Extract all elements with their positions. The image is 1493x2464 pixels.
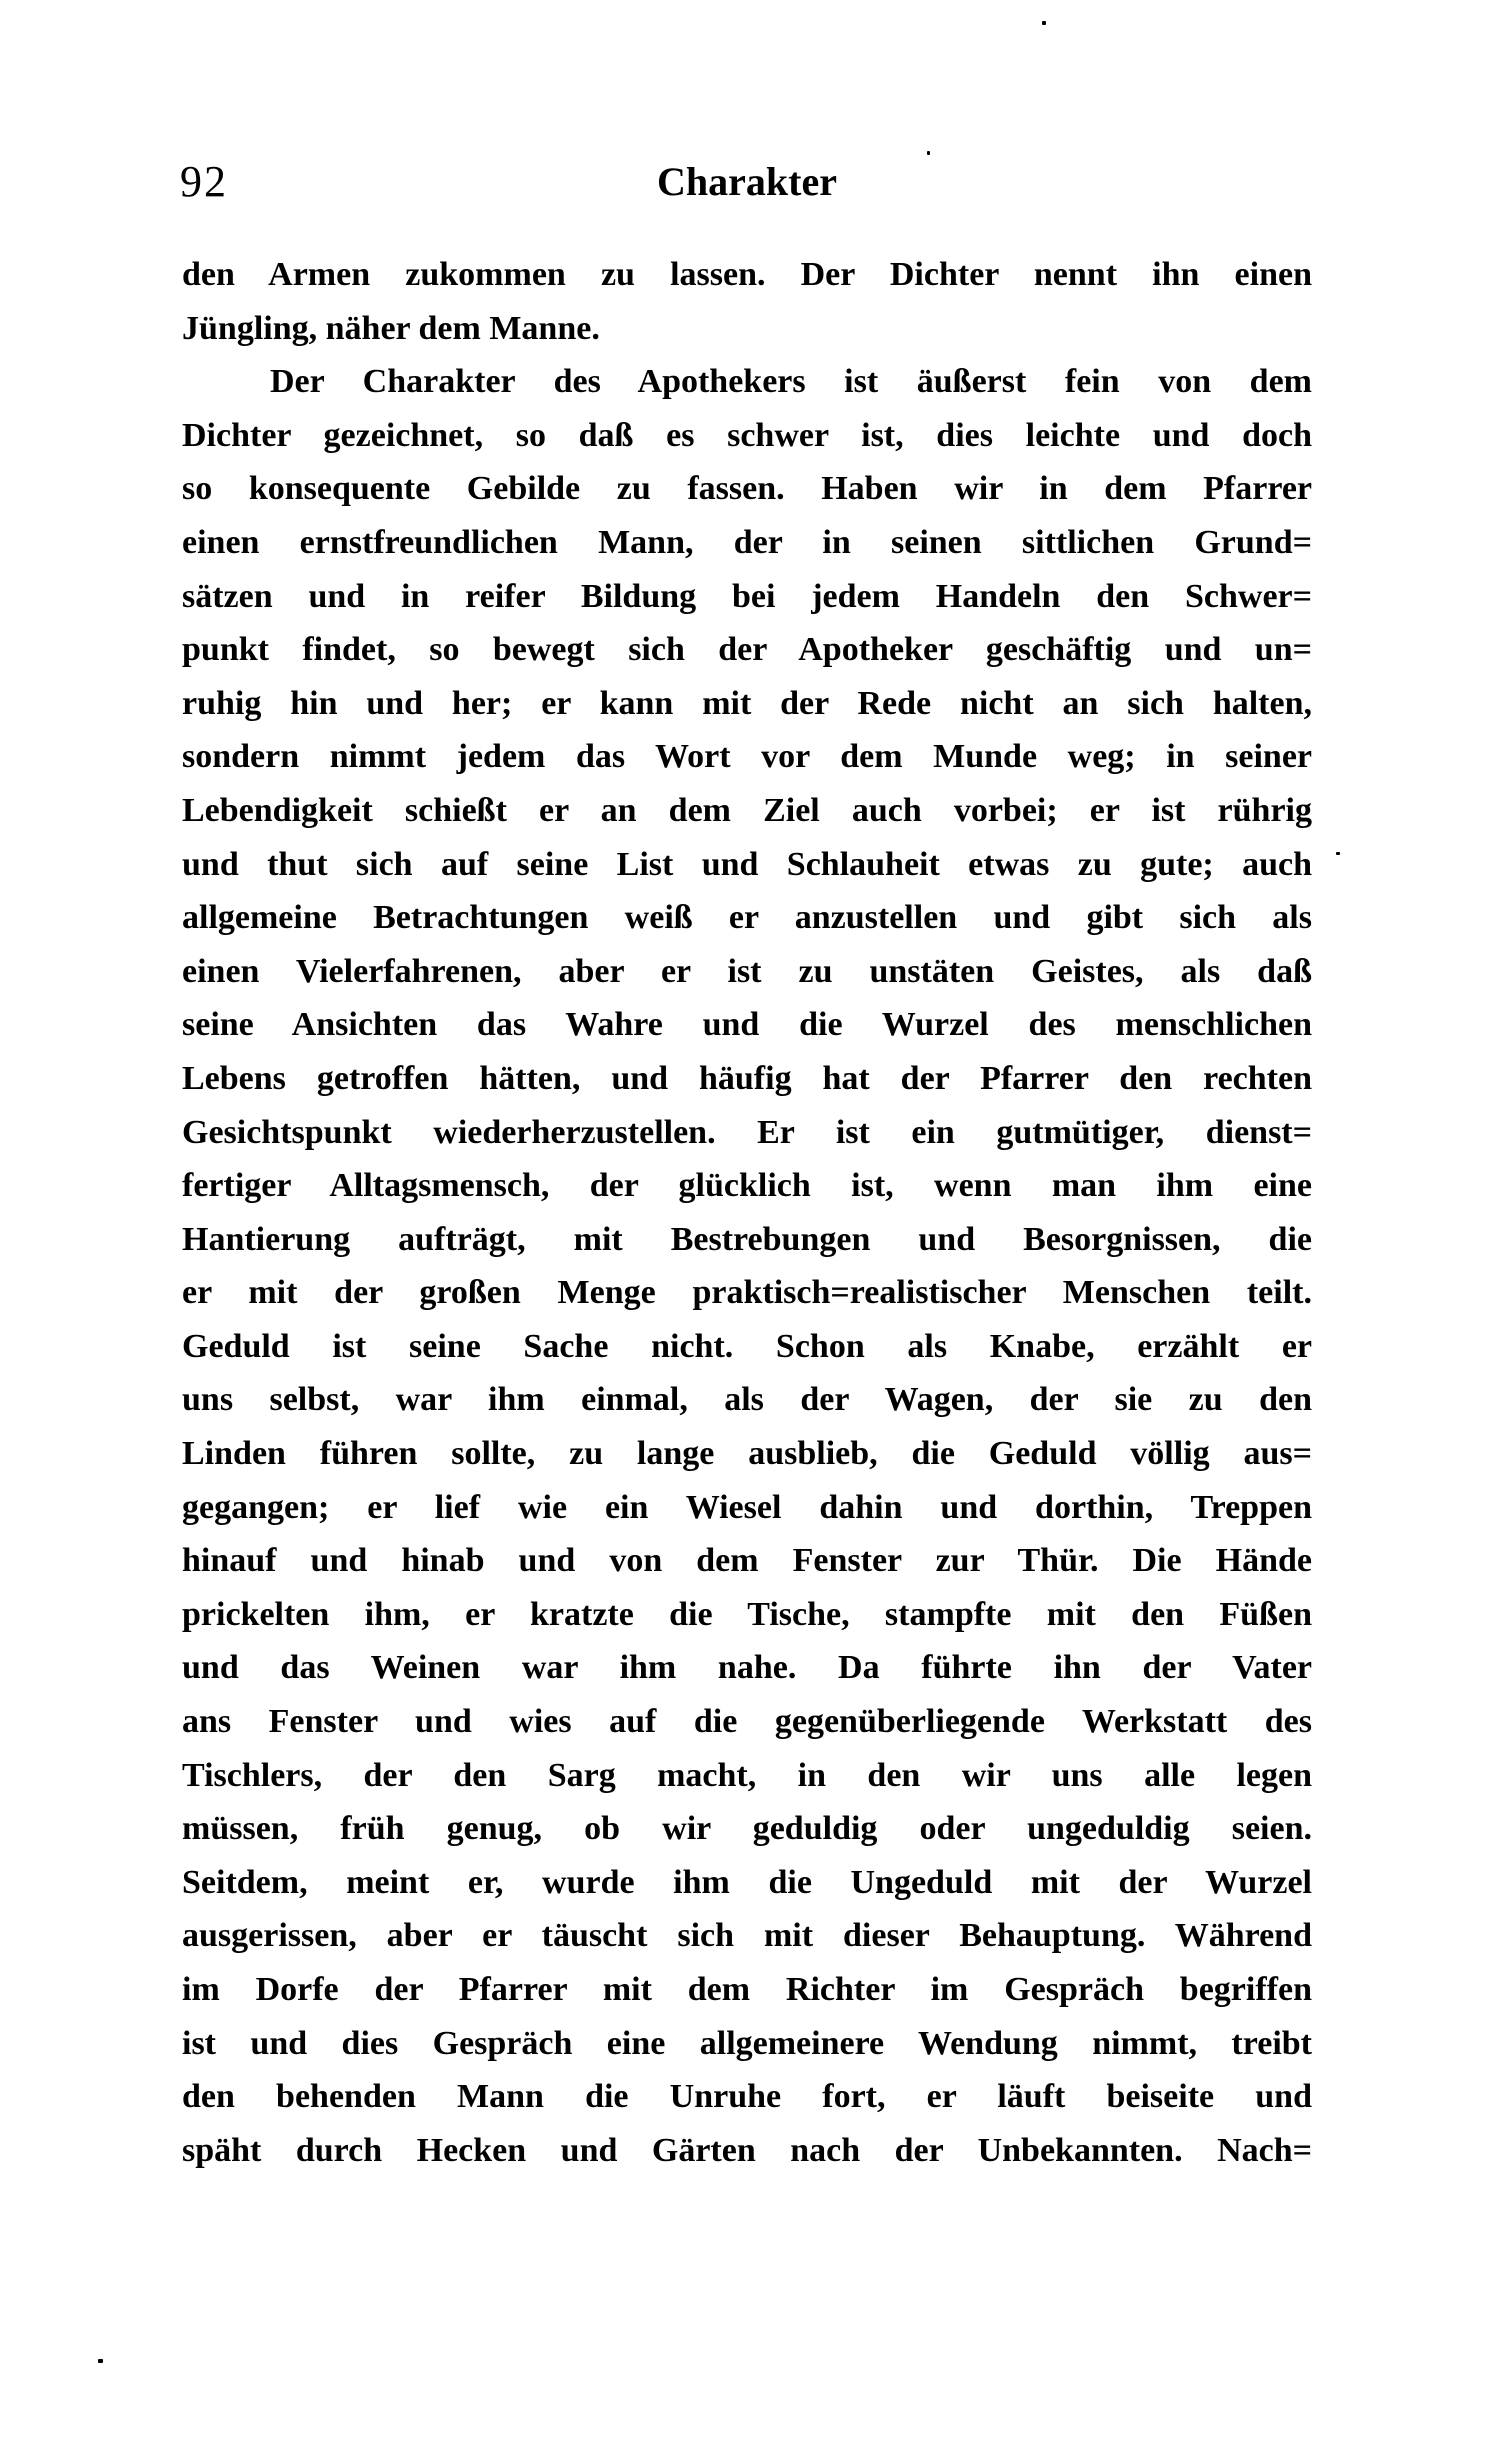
text-line: Geduld ist seine Sache nicht. Schon als Knabe, erzählt er [182, 1327, 1312, 1365]
text-line: Tischlers, der den Sarg macht, in den wir uns alle legen [182, 1756, 1312, 1794]
text-line: späht durch Hecken und Gärten nach der Unbekannten. Nach= [182, 2131, 1312, 2169]
text-line: Gesichtspunkt wiederherzustellen. Er ist ein gutmütiger, dienst= [182, 1113, 1312, 1151]
text-line: seine Ansichten das Wahre und die Wurzel des menschlichen [182, 1006, 1312, 1044]
text-line: fertiger Alltagsmensch, der glücklich ist, wenn man ihm eine [182, 1167, 1312, 1205]
text-line: hinauf und hinab und von dem Fenster zur Thür. Die Hände [182, 1542, 1312, 1580]
text-line: allgemeine Betrachtungen weiß er anzustellen und gibt sich als [182, 899, 1312, 937]
text-line: den behenden Mann die Unruhe fort, er läuft beiseite und [182, 2078, 1312, 2116]
text-line: ist und dies Gespräch eine allgemeinere Wendung nimmt, treibt [182, 2024, 1312, 2062]
scan-speck [1042, 21, 1046, 25]
text-line: sondern nimmt jedem das Wort vor dem Munde weg; in seiner [182, 738, 1312, 776]
text-line: prickelten ihm, er kratzte die Tische, stampfte mit den Füßen [182, 1595, 1312, 1633]
text-line: Lebendigkeit schießt er an dem Ziel auch vorbei; er ist rührig [182, 791, 1312, 829]
text-line: sätzen und in reifer Bildung bei jedem Handeln den Schwer= [182, 577, 1312, 615]
text-line: ans Fenster und wies auf die gegenüberliegende Werkstatt des [182, 1703, 1312, 1741]
scan-speck [927, 151, 930, 155]
text-line: Linden führen sollte, zu lange ausblieb, die Geduld völlig aus= [182, 1435, 1312, 1473]
text-line: Lebens getroffen hätten, und häufig hat der Pfarrer den rechten [182, 1059, 1312, 1097]
running-head: Charakter [657, 159, 837, 204]
text-line: so konsequente Gebilde zu fassen. Haben wir in dem Pfarrer [182, 470, 1312, 508]
text-line: müssen, früh genug, ob wir geduldig oder ungeduldig seien. [182, 1810, 1312, 1848]
text-line: Hantierung aufträgt, mit Bestrebungen und Besorgnissen, die [182, 1220, 1312, 1258]
text-line: Der Charakter des Apothekers ist äußerst fein von dem [270, 363, 1312, 401]
text-line: Seitdem, meint er, wurde ihm die Ungeduld mit der Wurzel [182, 1863, 1312, 1901]
text-line: punkt findet, so bewegt sich der Apotheker geschäftig und un= [182, 631, 1312, 669]
text-line: ausgerissen, aber er täuscht sich mit dieser Behauptung. Während [182, 1917, 1312, 1955]
scan-speck [98, 2359, 103, 2363]
body-text [182, 248, 1312, 2177]
text-line: Jüngling, näher dem Manne. [182, 309, 600, 347]
text-line: ruhig hin und her; er kann mit der Rede nicht an sich halten, [182, 684, 1312, 722]
text-line: und thut sich auf seine List und Schlauheit etwas zu gute; auch [182, 845, 1312, 883]
text-line: einen Vielerfahrenen, aber er ist zu unstäten Geistes, als daß [182, 952, 1312, 990]
text-line: uns selbst, war ihm einmal, als der Wagen, der sie zu den [182, 1381, 1312, 1419]
text-line: und das Weinen war ihm nahe. Da führte ihn der Vater [182, 1649, 1312, 1687]
text-line: gegangen; er lief wie ein Wiesel dahin und dorthin, Treppen [182, 1488, 1312, 1526]
scan-speck [1336, 852, 1340, 855]
text-line: Dichter gezeichnet, so daß es schwer ist, dies leichte und doch [182, 416, 1312, 454]
page-number: 92 [180, 157, 228, 206]
text-line: den Armen zukommen zu lassen. Der Dichter nennt ihn einen [182, 256, 1312, 293]
text-line: im Dorfe der Pfarrer mit dem Richter im Gespräch begriffen [182, 1971, 1312, 2008]
text-line: er mit der großen Menge praktisch=realistischer Menschen teilt. [182, 1274, 1312, 1312]
text-line: einen ernstfreundlichen Mann, der in seinen sittlichen Grund= [182, 523, 1312, 561]
